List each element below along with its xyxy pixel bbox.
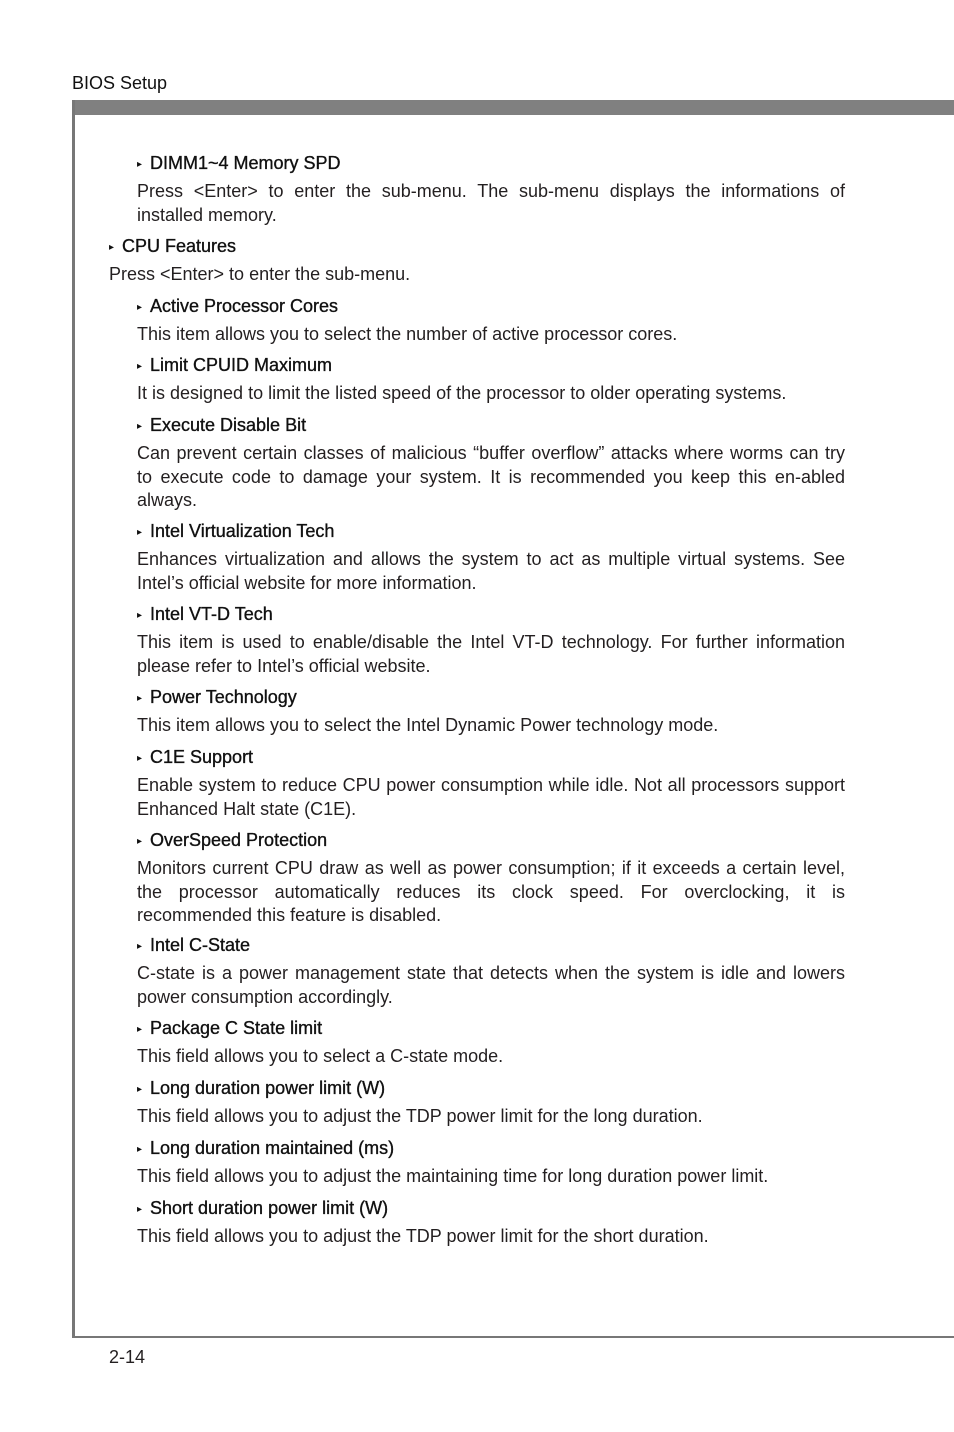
entry-execute-disable-bit bbox=[137, 414, 845, 513]
page-frame-bottom-rule bbox=[72, 1336, 954, 1338]
entry-description: It is designed to limit the listed speed of the processor to older operating systems. bbox=[137, 383, 787, 403]
page-frame-left-rule bbox=[72, 100, 75, 1337]
arrow-right-icon: ▸ bbox=[137, 361, 143, 372]
entry-dimm-memory-spd bbox=[137, 152, 845, 227]
entry-short-duration-power-limit bbox=[137, 1197, 845, 1249]
page-frame-top-bar bbox=[72, 100, 954, 115]
entry-intel-c-state bbox=[137, 934, 845, 1009]
entry-heading bbox=[137, 295, 845, 319]
entry-c1e-support bbox=[137, 746, 845, 821]
arrow-right-icon: ▸ bbox=[137, 302, 143, 313]
entry-description: Enhances virtualization and allows the system to act as multiple virtual systems. See Intel’s official website for more information. bbox=[137, 549, 845, 593]
entry-limit-cpuid-maximum bbox=[137, 354, 845, 406]
running-head: BIOS Setup bbox=[72, 73, 168, 93]
entry-cpu-features bbox=[109, 235, 849, 287]
arrow-right-icon: ▸ bbox=[137, 159, 143, 170]
entry-heading bbox=[137, 746, 845, 770]
arrow-right-icon: ▸ bbox=[137, 836, 143, 847]
entry-description: This item allows you to select the number of active processor cores. bbox=[137, 324, 678, 344]
entry-description: C-state is a power management state that detects when the system is idle and lowers power consumption accordingly. bbox=[137, 963, 845, 1007]
entry-long-duration-power-limit bbox=[137, 1077, 845, 1129]
entry-title: CPU Features bbox=[122, 236, 237, 256]
entry-heading bbox=[137, 934, 845, 958]
entry-title: Limit CPUID Maximum bbox=[150, 355, 333, 375]
entry-description: Press <Enter> to enter the sub-menu. The sub-menu displays the informations of installed memory. bbox=[137, 181, 845, 225]
entry-heading bbox=[137, 829, 845, 853]
arrow-right-icon: ▸ bbox=[109, 242, 115, 253]
entry-heading bbox=[137, 414, 845, 438]
entry-description: Enable system to reduce CPU power consumption while idle. Not all processors support Enhanced Halt state (C1E). bbox=[137, 775, 845, 819]
entry-description: This field allows you to adjust the TDP power limit for the long duration. bbox=[137, 1106, 703, 1126]
arrow-right-icon: ▸ bbox=[137, 1144, 143, 1155]
entry-title: Intel Virtualization Tech bbox=[150, 521, 335, 541]
entry-description: Press <Enter> to enter the sub-menu. bbox=[109, 264, 411, 284]
entry-heading bbox=[137, 152, 845, 176]
arrow-right-icon: ▸ bbox=[137, 527, 143, 538]
entry-description: This item allows you to select the Intel Dynamic Power technology mode. bbox=[137, 715, 719, 735]
arrow-right-icon: ▸ bbox=[137, 753, 143, 764]
entry-title: Long duration maintained (ms) bbox=[150, 1138, 395, 1158]
entry-heading bbox=[137, 1077, 845, 1101]
entry-heading bbox=[137, 1017, 845, 1041]
entry-description: Monitors current CPU draw as well as power consumption; if it exceeds a certain level, the processor automatically reduces its clock speed. For overclocking, it is recommended this feature is disabled. bbox=[137, 858, 845, 925]
entry-long-duration-maintained bbox=[137, 1137, 845, 1189]
entry-title: Power Technology bbox=[150, 687, 297, 707]
arrow-right-icon: ▸ bbox=[137, 693, 143, 704]
entry-description: This field allows you to adjust the TDP power limit for the short duration. bbox=[137, 1226, 709, 1246]
entry-title: C1E Support bbox=[150, 747, 254, 767]
entry-title: Short duration power limit (W) bbox=[150, 1198, 389, 1218]
arrow-right-icon: ▸ bbox=[137, 610, 143, 621]
entry-heading bbox=[137, 1137, 845, 1161]
arrow-right-icon: ▸ bbox=[137, 421, 143, 432]
entry-heading bbox=[137, 354, 845, 378]
entry-title: Package C State limit bbox=[150, 1018, 323, 1038]
entry-title: DIMM1~4 Memory SPD bbox=[150, 153, 341, 173]
entry-description: This item is used to enable/disable the Intel VT-D technology. For further information please refer to Intel’s official website. bbox=[137, 632, 845, 676]
arrow-right-icon: ▸ bbox=[137, 1084, 143, 1095]
arrow-right-icon: ▸ bbox=[137, 941, 143, 952]
entry-heading bbox=[109, 235, 849, 259]
entry-description: This field allows you to select a C-state mode. bbox=[137, 1046, 504, 1066]
entry-title: Active Processor Cores bbox=[150, 296, 339, 316]
entry-description: Can prevent certain classes of malicious “buffer overflow” attacks where worms can try to execute code to damage your system. It is recommended you keep this en-abled always. bbox=[137, 443, 845, 510]
entry-title: Intel C-State bbox=[150, 935, 251, 955]
entry-description: This field allows you to adjust the maintaining time for long duration power limit. bbox=[137, 1166, 769, 1186]
entry-title: OverSpeed Protection bbox=[150, 830, 328, 850]
entry-active-processor-cores bbox=[137, 295, 845, 347]
entry-title: Execute Disable Bit bbox=[150, 415, 307, 435]
entry-heading bbox=[137, 603, 845, 627]
arrow-right-icon: ▸ bbox=[137, 1024, 143, 1035]
entry-overspeed-protection bbox=[137, 829, 845, 928]
entry-intel-vt-d-tech bbox=[137, 603, 845, 678]
entry-heading bbox=[137, 1197, 845, 1221]
entry-intel-virtualization-tech bbox=[137, 520, 845, 595]
arrow-right-icon: ▸ bbox=[137, 1204, 143, 1215]
entry-title: Long duration power limit (W) bbox=[150, 1078, 386, 1098]
entry-heading bbox=[137, 520, 845, 544]
entry-title: Intel VT-D Tech bbox=[150, 604, 273, 624]
page-number: 2-14 bbox=[109, 1347, 146, 1367]
entry-package-c-state-limit bbox=[137, 1017, 845, 1069]
entry-power-technology bbox=[137, 686, 845, 738]
entry-heading bbox=[137, 686, 845, 710]
